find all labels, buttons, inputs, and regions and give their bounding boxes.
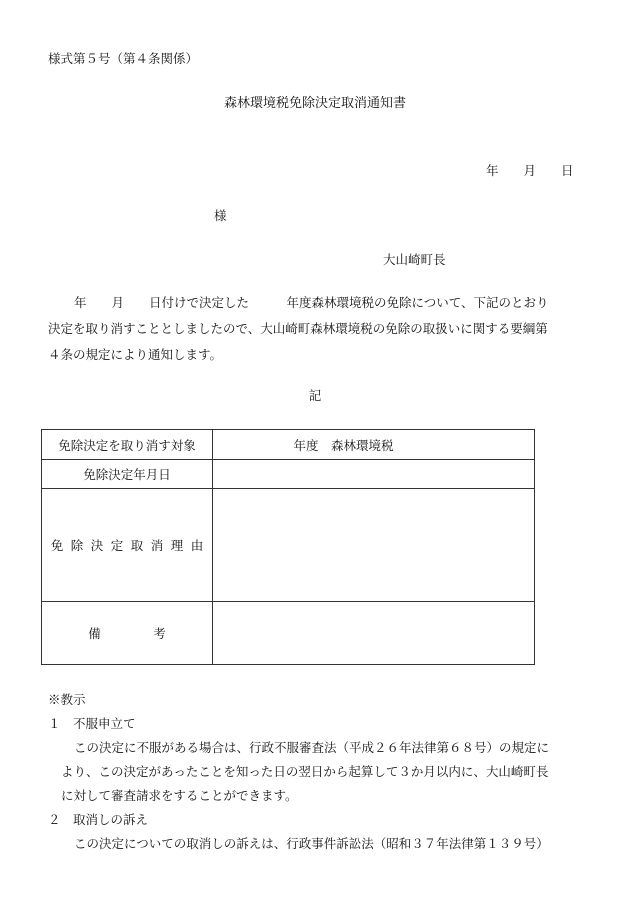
notes-heading: ※教示	[48, 692, 86, 707]
table-row	[42, 602, 535, 665]
remarks-label	[42, 602, 219, 665]
body-paragraph	[48, 290, 588, 368]
ki-heading: 記	[308, 388, 322, 403]
target-label: 免除決定を取り消す対象	[42, 430, 213, 460]
note-line: この決定についての取消しの訴えは、行政事件訴訟法（昭和３７年法律第１３９号）	[74, 836, 549, 851]
target-value-text: 年度 森林環境税	[293, 437, 394, 453]
note-line: より、この決定があったことを知った日の翌日から起算して３か月以内に、大山崎町長	[61, 764, 549, 779]
document-title: 森林環境税免除決定取消通知書	[223, 96, 406, 111]
notes-section	[48, 688, 593, 856]
body-line: ４条の規定により通知します。	[48, 347, 223, 362]
info-table	[41, 429, 535, 665]
note-line: に対して審査請求をすることができます。	[61, 788, 298, 803]
remarks-label-text: 備考	[88, 626, 219, 641]
table-row	[42, 460, 535, 489]
note-line: この決定に不服がある場合は、行政不服審査法（平成２６年法律第６８号）の規定に	[74, 740, 550, 755]
decision-date-value	[213, 460, 535, 489]
reason-value	[213, 489, 535, 602]
form-number: 様式第５号（第４条関係）	[48, 51, 199, 66]
body-line: 決定を取り消すこととしましたので、大山崎町森林環境税の免除の取扱いに関する要綱第	[48, 321, 548, 336]
note-title: ２ 取消しの訴え	[48, 812, 149, 827]
target-value	[213, 430, 535, 460]
addressee-suffix: 様	[214, 208, 227, 223]
decision-date-label: 免除決定年月日	[42, 460, 213, 489]
note-title: １ 不服申立て	[48, 716, 136, 731]
remarks-value	[213, 602, 535, 665]
issuer-name: 大山崎町長	[383, 252, 446, 267]
reason-label-text: 免除決定取消理由	[50, 538, 211, 553]
body-line: 年 月 日付けで決定した 年度森林環境税の免除について、下記のとおり	[74, 295, 549, 310]
table-row	[42, 430, 535, 460]
table-row	[42, 489, 535, 602]
date-line: 年 月 日	[486, 163, 574, 178]
reason-label	[42, 489, 213, 602]
